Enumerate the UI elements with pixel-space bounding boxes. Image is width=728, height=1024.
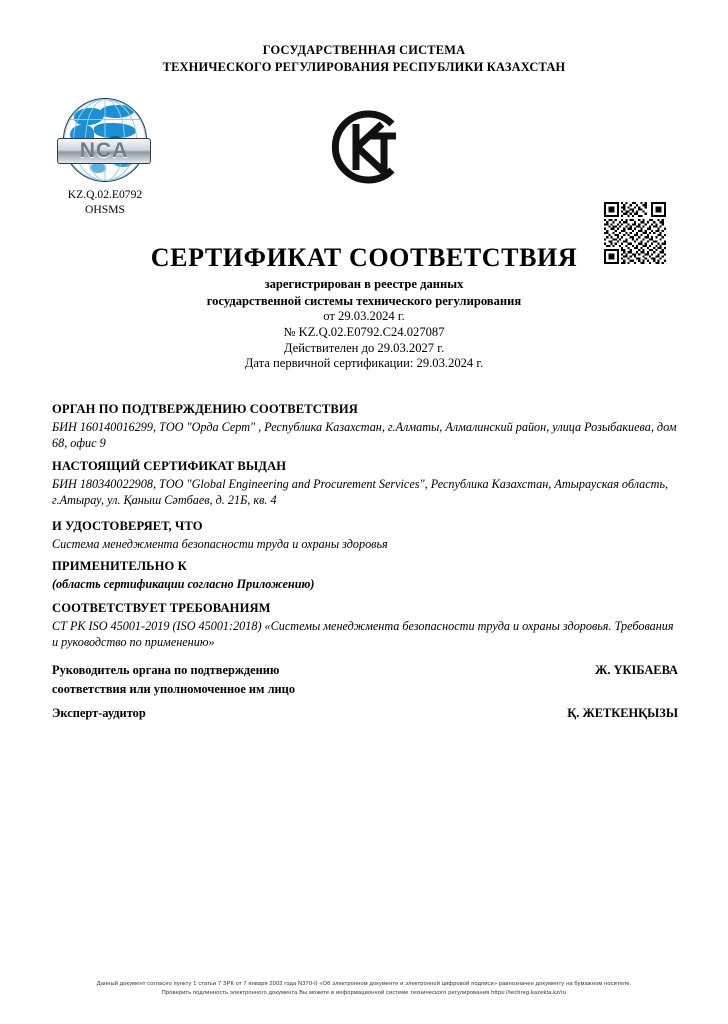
scope-heading: ПРИМЕНИТЕЛЬНО К [52,559,187,573]
head-role-line-2: соответствия или уполномоченное им лицо [52,682,296,696]
nca-accreditation-logo [57,98,151,186]
footer-line-1: Данный документ согласно пункту 1 статьи 7 ЗРК от 7 января 2003 года N370-II «Об электронном документе и электронной цифровой подписи» равнозначен документу на бумажном носителе. [96,981,632,987]
certification-body-details: БИН 160140016299, ТОО "Орда Серт" , Республика Казахстан, г.Алматы, Алмалинский район, улица Розыбакиева, дом 68, офис 9 [52,420,677,451]
auditor-signature-role: Эксперт-аудитор [52,706,146,720]
certificate-subtitle [0,276,728,309]
certifies-heading: И УДОСТОВЕРЯЕТ, ЧТО [52,519,203,533]
registration-details [0,309,728,372]
header-line-2: ТЕХНИЧЕСКОГО РЕГУЛИРОВАНИЯ РЕСПУБЛИКИ КАЗАХСТАН [162,60,566,74]
standard-section [52,601,678,651]
state-system-header [0,42,728,76]
footer-line-2: Проверить подлинность электронного документа Вы можете в информационной системе технического регулирования https://techreg.kazekta.kz/ru [161,989,567,996]
certifies-section [52,519,678,552]
head-signature-name: Ж. ҮКІБАЕВА [595,663,678,677]
certification-body-heading: ОРГАН ПО ПОДТВЕРЖДЕНИЮ СООТВЕТСТВИЯ [52,402,358,416]
certification-body-section [52,402,678,452]
scope-details: (область сертификации согласно Приложению) [52,577,315,591]
scheme-label: OHSMS [85,202,125,216]
nca-logo-text: NCA [57,138,151,164]
certificate-holder-section [52,459,678,509]
accreditation-code-block [20,188,190,217]
head-signature-block [52,661,678,699]
subtitle-line-2: государственной системы технического регулирования [206,293,522,308]
kazakhstan-conformity-mark-icon [318,104,410,190]
head-signature-role [52,661,295,699]
accreditation-code: KZ.Q.02.E0792 [67,188,143,201]
page-title: СЕРТИФИКАТ СООТВЕТСТВИЯ [150,243,578,272]
standard-heading: СООТВЕТСТВУЕТ ТРЕБОВАНИЯМ [52,601,271,615]
subtitle-line-1: зарегистрирован в реестре данных [264,277,464,291]
initial-certification-date: Дата первичной сертификации: 29.03.2024 г. [244,356,484,371]
certifies-details: Система менеджмента безопасности труда и охраны здоровья [52,537,388,551]
certificate-holder-details: БИН 180340022908, ТОО "Global Engineering and Procurement Services", Республика Казахстан, Атырауская область, г.Атырау, ул. Қаныш Сәтбаев, д. 21Б, кв. 4 [52,477,669,508]
standard-details: СТ РК ISO 45001-2019 (ISO 45001:2018) «Системы менеджмента безопасности труда и охраны здоровья. Требования и руководство по применению» [52,619,674,650]
certificate-number: № KZ.Q.02.E0792.C24.027087 [283,324,445,339]
issue-date: от 29.03.2024 г. [323,309,405,323]
head-role-line-1: Руководитель органа по подтверждению [52,663,280,677]
certificate-holder-heading: НАСТОЯЩИЙ СЕРТИФИКАТ ВЫДАН [52,459,287,473]
auditor-signature-block [52,704,678,723]
emblem-row [0,96,728,218]
auditor-signature-name: Қ. ЖЕТКЕНҚЫЗЫ [567,706,678,720]
valid-until: Действителен до 29.03.2027 г. [283,340,445,355]
header-line-1: ГОСУДАРСТВЕННАЯ СИСТЕМА [262,43,466,57]
legal-footer [0,980,728,997]
scope-section [52,559,678,592]
